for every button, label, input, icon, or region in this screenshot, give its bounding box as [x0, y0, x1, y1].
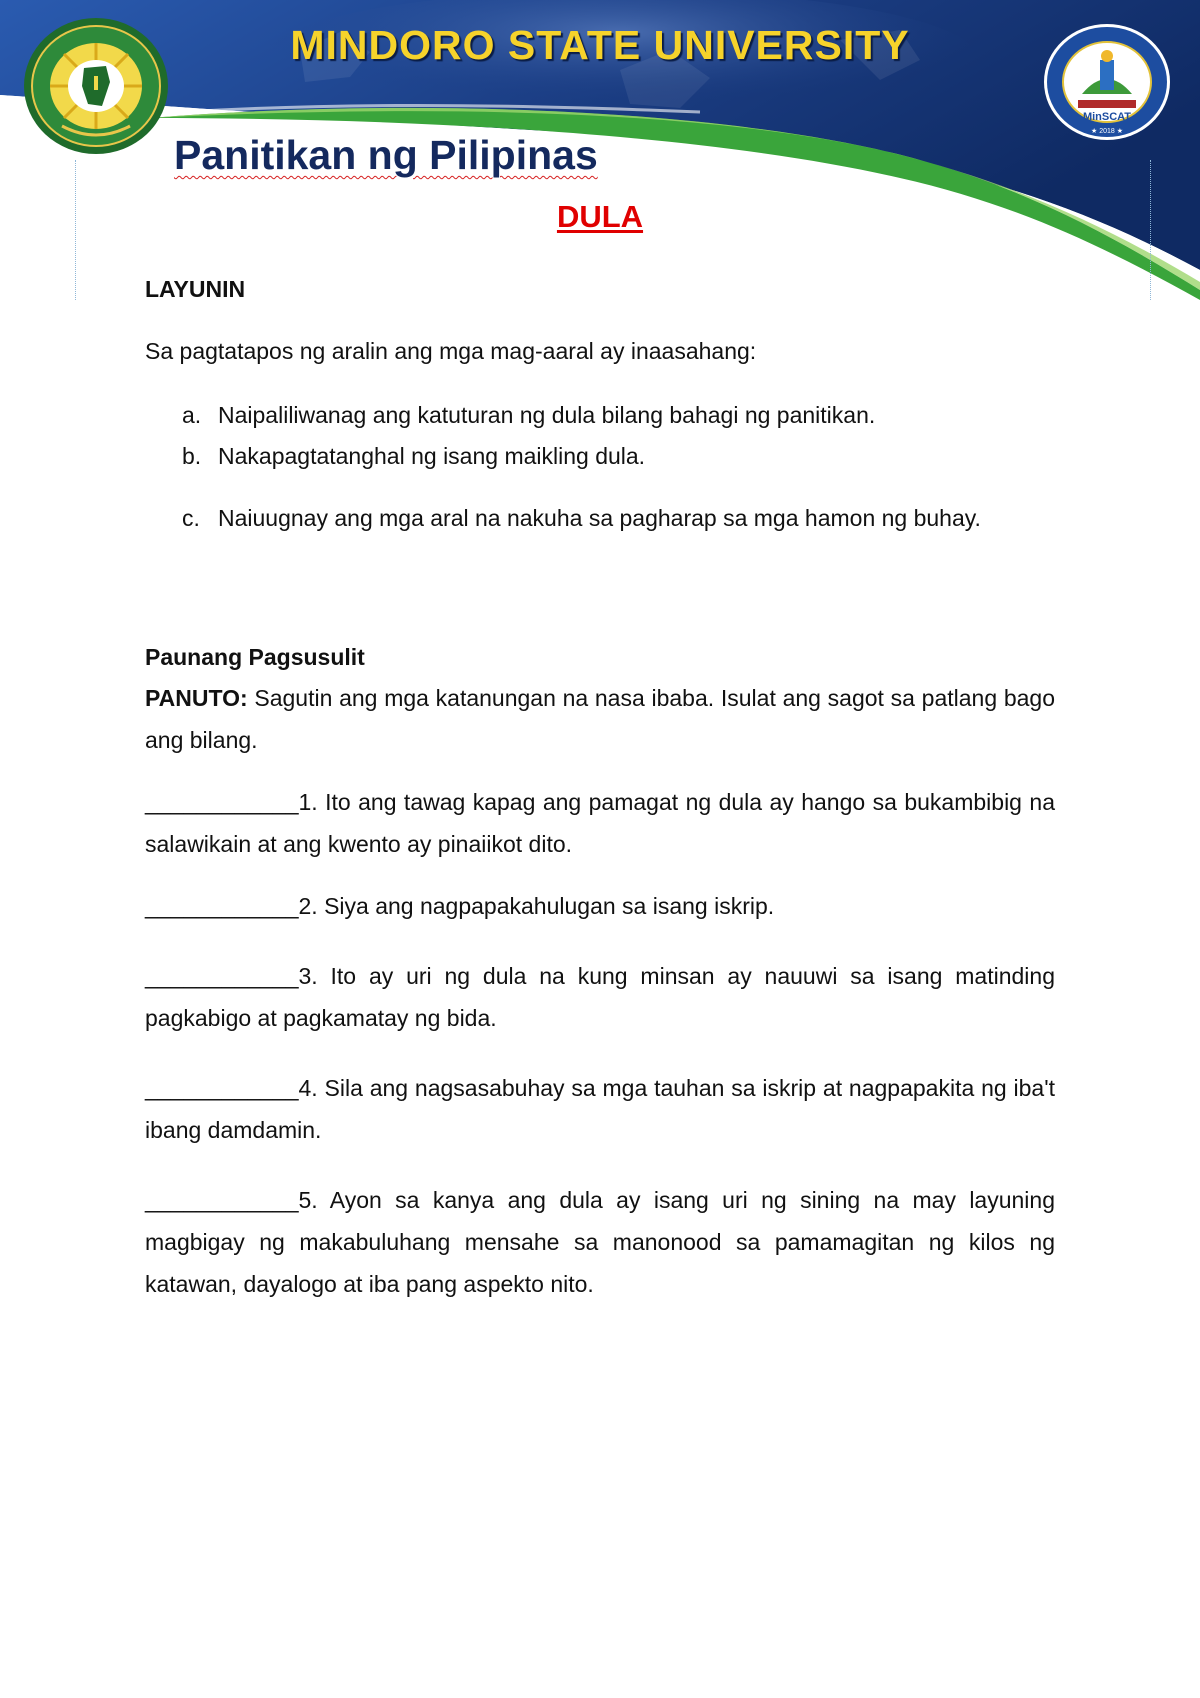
university-name: MINDORO STATE UNIVERSITY [290, 22, 910, 68]
objective-text: Naipaliliwanag ang katuturan ng dula bilang bahagi ng panitikan. [218, 402, 876, 428]
instruction-label: PANUTO: [145, 685, 248, 711]
svg-text:★ 2018 ★: ★ 2018 ★ [1090, 128, 1124, 135]
question-item: ____________5. Ayon sa kanya ang dula ay isang uri ng sining na may layuning magbigay ng makabuluhang mensahe sa manonood sa pamamagitan ng kilos ng katawan, dayalogo at iba pang aspekto nito. [145, 1187, 1055, 1297]
question-item: ____________3. Ito ay uri ng dula na kung minsan ay nauuwi sa isang matinding pagkabigo at pagkamatay ng bida. [145, 963, 1055, 1031]
objective-text: Nakapagtatanghal ng isang maikling dula. [218, 443, 646, 469]
pretest-heading: Paunang Pagsusulit [145, 644, 365, 670]
objective-marker: b. [182, 443, 202, 469]
course-title: Panitikan ng Pilipinas [174, 132, 598, 178]
objectives-heading: LAYUNIN [145, 276, 246, 302]
objective-text: Naiuugnay ang mga aral na nakuha sa pagharap sa mga hamon ng buhay. [218, 505, 981, 531]
question-item: ____________2. Siya ang nagpapakahulugan sa isang iskrip. [145, 893, 775, 919]
objective-marker: c. [182, 505, 200, 531]
pretest-instructions [145, 677, 1055, 761]
instruction-text: Sagutin ang mga katanungan na nasa ibaba. Isulat ang sagot sa patlang bago ang bilang. [145, 685, 1055, 753]
question-item: ____________1. Ito ang tawag kapag ang pamagat ng dula ay hango sa bukambibig na salawikain at ang kwento ay pinaiikot dito. [145, 789, 1055, 857]
objectives-intro: Sa pagtatapos ng aralin ang mga mag-aaral ay inaasahang: [145, 338, 757, 364]
question-item: ____________4. Sila ang nagsasabuhay sa mga tauhan sa iskrip at nagpapakita ng iba't ibang damdamin. [145, 1075, 1055, 1143]
college-seal-text: MinSCAT [1082, 111, 1132, 123]
objective-marker: a. [182, 402, 202, 428]
topic-title: DULA [556, 199, 644, 234]
